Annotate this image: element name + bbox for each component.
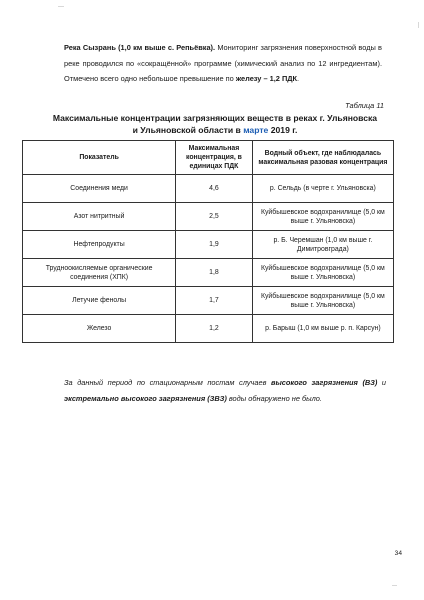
row-location: р. Б. Черемшан (1,0 км выше г. Димитровграда) — [252, 231, 393, 259]
row-value: 1,8 — [176, 259, 253, 287]
row-value: 4,6 — [176, 175, 253, 203]
row-location: Куйбышевское водохранилище (5,0 км выше г. Ульяновска) — [252, 287, 393, 315]
table-title-part1: Максимальные концентрации загрязняющих веществ в реках г. Ульяновска и Ульяновской области в — [52, 113, 378, 135]
table-label: Таблица 11 — [345, 101, 384, 110]
footnote-part3: воды обнаружено не было. — [226, 394, 322, 403]
table-row — [23, 315, 394, 343]
row-location: р. Барыш (1,0 км выше р. п. Карсун) — [252, 315, 393, 343]
row-value: 1,9 — [176, 231, 253, 259]
paragraph-body: Мониторинг загрязнения поверхностной воды в реке проводился по «сокращённой» программе (химический анализ по 12 ингредиентам). Отмечено всего одно небольшое превышение по — [64, 43, 382, 83]
row-indicator: Летучие фенолы — [23, 287, 176, 315]
footnote-part1: За данный период по стационарным постам случаев — [64, 378, 272, 387]
table-row — [23, 231, 394, 259]
scan-mark — [418, 22, 419, 28]
table-row — [23, 287, 394, 315]
concentrations-table — [22, 140, 394, 343]
footnote-part2: и — [377, 378, 386, 387]
table-row — [23, 203, 394, 231]
row-indicator: Азот нитритный — [23, 203, 176, 231]
row-location: р. Сельдь (в черте г. Ульяновска) — [252, 175, 393, 203]
row-location: Куйбышевское водохранилище (5,0 км выше г. Ульяновска) — [252, 259, 393, 287]
table-title-month: марте — [243, 125, 269, 135]
row-value: 2,5 — [176, 203, 253, 231]
intro-paragraph — [64, 40, 382, 87]
footnote-paragraph — [64, 375, 386, 407]
row-indicator: Нефтепродукты — [23, 231, 176, 259]
row-indicator: Соединения меди — [23, 175, 176, 203]
scan-mark — [58, 6, 64, 7]
table-title — [50, 112, 380, 136]
table-row — [23, 175, 394, 203]
page-number: 34 — [394, 550, 402, 557]
scan-mark — [392, 585, 397, 586]
river-name: Река Сызрань (1,0 км выше с. Репьёвка). — [64, 43, 216, 52]
table-header-row — [23, 141, 394, 175]
row-value: 1,7 — [176, 287, 253, 315]
footnote-extreme-pollution: экстремально высокого загрязнения (ЗВЗ) — [64, 394, 227, 403]
table-title-part2: 2019 г. — [268, 125, 298, 135]
pollutant-excess: железу – 1,2 ПДК — [235, 74, 298, 83]
footnote-high-pollution: высокого загрязнения (ВЗ) — [271, 378, 378, 387]
header-water-body: Водный объект, где наблюдалась максимальная разовая концентрация — [252, 141, 393, 175]
paragraph-end: . — [297, 74, 300, 83]
table-row — [23, 259, 394, 287]
header-indicator: Показатель — [23, 141, 176, 175]
row-indicator: Железо — [23, 315, 176, 343]
row-indicator: Трудноокисляемые органические соединения (ХПК) — [23, 259, 176, 287]
row-location: Куйбышевское водохранилище (5,0 км выше г. Ульяновска) — [252, 203, 393, 231]
header-max-concentration: Максимальная концентрация, в единицах ПДК — [176, 141, 253, 175]
row-value: 1,2 — [176, 315, 253, 343]
